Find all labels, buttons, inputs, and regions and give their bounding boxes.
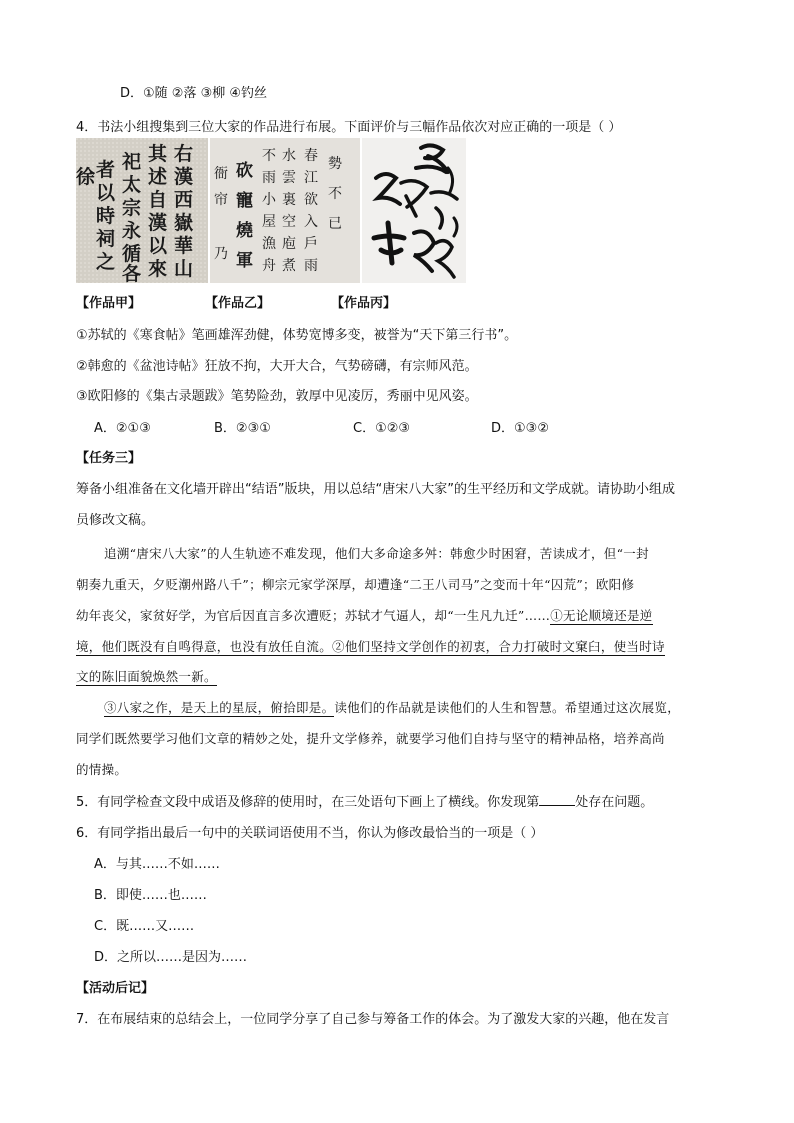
svg-text:以: 以 xyxy=(148,235,168,257)
label-work-bing: 【作品丙】 xyxy=(331,296,397,311)
q4-option-d[interactable]: D．①③② xyxy=(491,421,549,436)
q4-item-3: ③欧阳修的《集古录题跋》笔势险劲，敦厚中见凌厉，秀丽中见风姿。 xyxy=(76,389,478,404)
calligraphy-work-yi xyxy=(210,138,360,283)
q4-option-c[interactable]: C．①②③ xyxy=(353,421,411,436)
calligraphy-works-image xyxy=(76,138,466,283)
svg-text:戶: 戶 xyxy=(304,236,318,252)
draft-line-7: 同学们既然要学习他们文章的精妙之处，提升文学修养，就要学习他们自持与坚守的精神品格，培养高尚 xyxy=(76,731,665,746)
svg-text:漢: 漢 xyxy=(174,166,194,188)
task3-intro-line-2: 员修改文稿。 xyxy=(76,513,155,528)
svg-text:漁: 漁 xyxy=(262,236,276,252)
svg-text:不: 不 xyxy=(328,186,342,202)
svg-text:衙: 衙 xyxy=(214,166,228,182)
q5-answer-blank[interactable] xyxy=(539,793,575,806)
svg-text:祀: 祀 xyxy=(122,151,142,173)
svg-text:空: 空 xyxy=(282,214,296,230)
svg-text:欲: 欲 xyxy=(304,192,318,208)
svg-text:嶽: 嶽 xyxy=(174,212,194,234)
svg-text:已: 已 xyxy=(328,216,342,232)
svg-text:時: 時 xyxy=(96,205,116,227)
svg-text:各: 各 xyxy=(122,263,142,283)
underlined-sentence-1-cont: 境，他们既没有自鸣得意，也没有放任自流。 xyxy=(76,639,333,654)
svg-text:江: 江 xyxy=(304,170,318,186)
task3-intro-line-1: 筹备小组准备在文化墙开辟出“结语”版块，用以总结“唐宋八大家”的生平经历和文学成就。请协助小组成 xyxy=(76,482,675,497)
q5-text-after: 处存在问题。 xyxy=(575,795,654,810)
svg-text:煮: 煮 xyxy=(282,258,296,274)
svg-text:永: 永 xyxy=(122,220,142,242)
svg-text:春: 春 xyxy=(304,148,318,164)
svg-text:舟: 舟 xyxy=(262,258,276,274)
draft-line-8: 的情操。 xyxy=(76,762,128,777)
svg-text:以: 以 xyxy=(96,182,116,204)
q6-option-c[interactable]: C．既……又…… xyxy=(94,919,195,934)
svg-text:太: 太 xyxy=(122,174,142,196)
svg-text:華: 華 xyxy=(174,235,194,257)
svg-text:寵: 寵 xyxy=(236,191,253,211)
svg-text:山: 山 xyxy=(174,258,194,280)
svg-text:入: 入 xyxy=(304,214,318,230)
draft-line-3 xyxy=(76,606,653,624)
afterword-title: 【活动后记】 xyxy=(76,981,155,996)
q3-option-d: D．①随 ②落 ③柳 ④钓丝 xyxy=(120,86,268,101)
q5-text-before: 5．有同学检查文段中成语及修辞的使用时，在三处语句下画上了横线。你发现第 xyxy=(76,795,540,810)
q7-stem: 7．在布展结束的总结会上，一位同学分享了自己参与筹备工作的体会。为了激发大家的兴趣，他在发言 xyxy=(76,1012,670,1027)
calligraphy-work-bing xyxy=(362,138,466,283)
svg-text:自: 自 xyxy=(148,189,168,211)
calligraphy-work-jia xyxy=(76,138,208,283)
label-work-jia: 【作品甲】 xyxy=(76,296,142,311)
svg-text:庖: 庖 xyxy=(282,236,296,252)
q6-option-d[interactable]: D．之所以……是因为…… xyxy=(94,950,248,965)
svg-text:述: 述 xyxy=(148,166,168,188)
q5 xyxy=(76,791,653,810)
svg-text:裏: 裏 xyxy=(282,192,296,208)
q4-item-1: ①苏轼的《寒食帖》笔画雄浑劲健，体势宽博多变，被誉为“天下第三行书”。 xyxy=(76,328,518,343)
svg-text:屋: 屋 xyxy=(262,214,276,230)
underlined-sentence-2: ②他们坚持文学创作的初衷，合力打破时文窠臼，使当时诗 xyxy=(332,639,665,654)
q6-option-a[interactable]: A．与其……不如…… xyxy=(94,857,220,872)
svg-text:勢: 勢 xyxy=(328,156,342,172)
q4-item-2: ②韩愈的《盆池诗帖》狂放不拘，大开大合，气势磅礴，有宗师风范。 xyxy=(76,359,478,374)
label-work-yi: 【作品乙】 xyxy=(205,296,271,311)
svg-text:來: 來 xyxy=(148,258,168,280)
svg-text:不: 不 xyxy=(262,148,276,164)
q4-option-a[interactable]: A．②①③ xyxy=(94,421,151,436)
svg-text:循: 循 xyxy=(122,243,142,265)
draft-line-4 xyxy=(76,637,665,655)
svg-text:漢: 漢 xyxy=(148,212,168,234)
svg-text:者: 者 xyxy=(96,159,116,181)
svg-text:小: 小 xyxy=(262,192,276,208)
svg-text:祠: 祠 xyxy=(96,228,116,250)
svg-text:雨: 雨 xyxy=(262,170,276,186)
draft-line-3-text: 幼年丧父，家贫好学，为官后因直言多次遭贬；苏轼才气逼人，却“一生凡九迁”…… xyxy=(76,608,551,623)
underlined-sentence-2-cont: 文的陈旧面貌焕然一新。 xyxy=(76,669,217,684)
q4-stem: 4．书法小组搜集到三位大家的作品进行布展。下面评价与三幅作品依次对应正确的一项是（ ） xyxy=(76,120,622,135)
underlined-sentence-1: ①无论顺境还是逆 xyxy=(550,608,653,623)
q4-option-b[interactable]: B．②③① xyxy=(214,421,271,436)
svg-text:乃: 乃 xyxy=(214,246,228,262)
svg-text:燒: 燒 xyxy=(236,221,253,241)
svg-text:帘: 帘 xyxy=(214,192,228,208)
svg-text:徐: 徐 xyxy=(76,166,96,188)
svg-text:雨: 雨 xyxy=(304,258,318,274)
svg-text:水: 水 xyxy=(282,148,296,164)
draft-line-6 xyxy=(104,698,680,716)
task3-title: 【任务三】 xyxy=(76,451,142,466)
svg-text:之: 之 xyxy=(96,251,116,273)
draft-line-2: 朝奏九重天，夕贬潮州路八千”；柳宗元家学深厚，却遭逢“二王八司马”之变而十年“囚荒”；欧阳修 xyxy=(76,577,635,592)
svg-text:其: 其 xyxy=(148,143,168,165)
q6-option-b[interactable]: B．即使……也…… xyxy=(94,888,207,903)
draft-line-6-text: 读他们的作品就是读他们的人生和智慧。希望通过这次展览， xyxy=(334,700,681,715)
svg-text:砍: 砍 xyxy=(236,161,253,181)
draft-line-1: 追溯“唐宋八大家”的人生轨迹不难发现，他们大多命途多舛：韩愈少时困窘，苦读成才，但“一封 xyxy=(104,546,649,561)
svg-text:宗: 宗 xyxy=(122,197,142,219)
draft-line-5 xyxy=(76,667,217,685)
svg-text:軍: 軍 xyxy=(236,251,253,271)
q6-stem: 6．有同学指出最后一句中的关联词语使用不当，你认为修改最恰当的一项是（ ） xyxy=(76,826,544,841)
svg-text:雲: 雲 xyxy=(282,170,296,186)
svg-text:右: 右 xyxy=(174,143,194,165)
svg-text:西: 西 xyxy=(174,189,194,211)
underlined-sentence-3: ③八家之作，是天上的星辰，俯拾即是。 xyxy=(104,700,335,715)
